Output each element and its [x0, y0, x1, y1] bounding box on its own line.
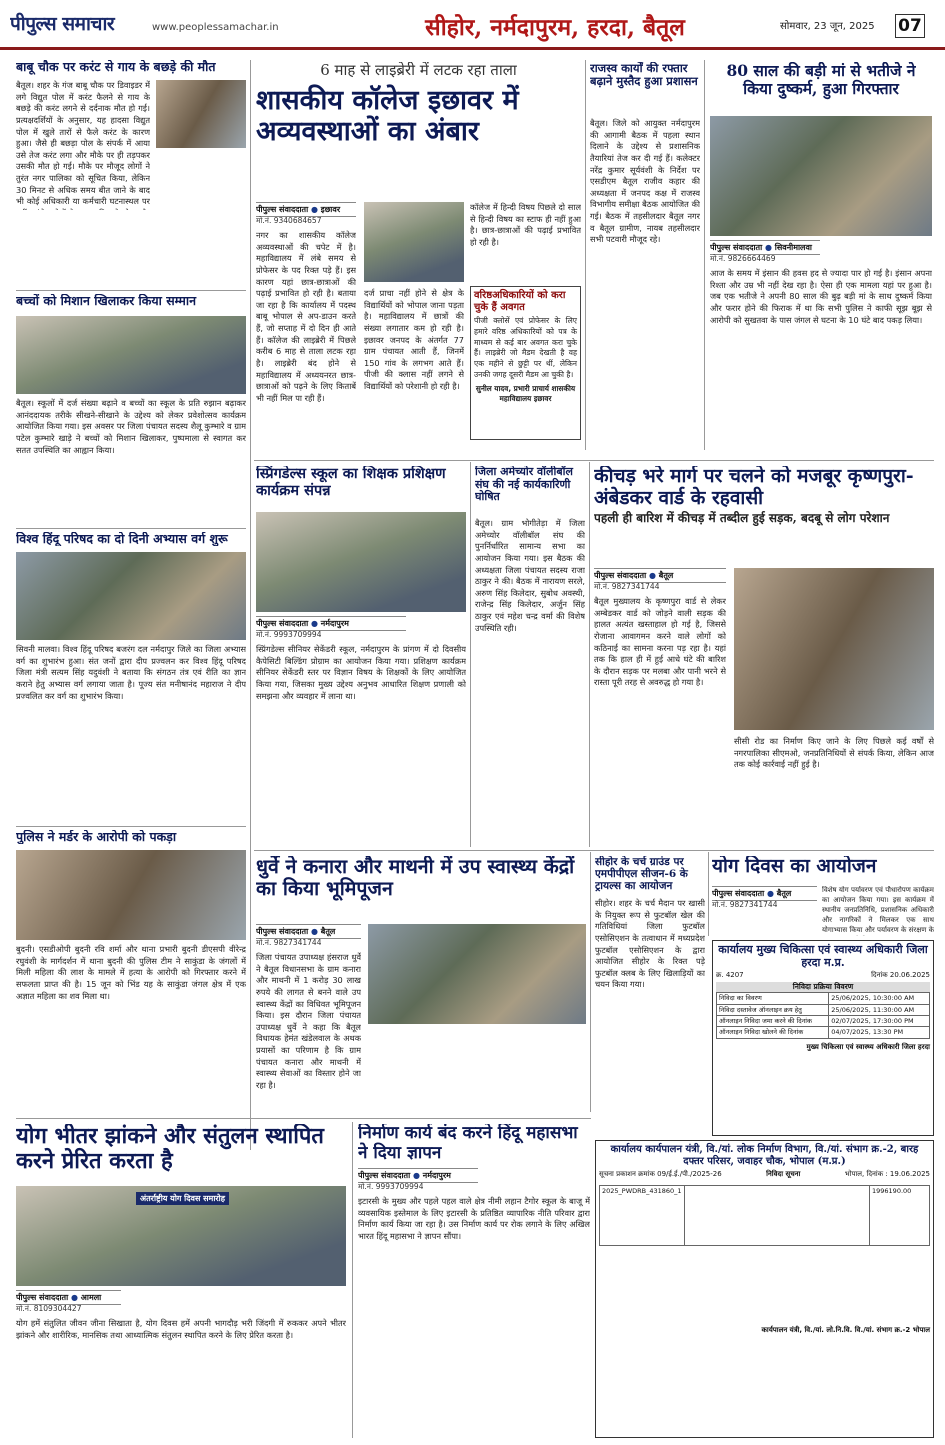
story-headline[interactable]: स्प्रिंगडेल्स स्कूल का शिक्षक प्रशिक्षण कार्यक्रम संपन्न: [256, 466, 446, 499]
notice-title: कार्यालय मुख्य चिकित्सा एवं स्वास्थ्य अधिकारी जिला हरदा म.प्र.: [718, 943, 928, 969]
story-body-continued: [368, 1028, 586, 1104]
website-url[interactable]: www.peoplessamachar.in: [152, 22, 279, 33]
quote-box: [470, 286, 581, 440]
story-body: बैतूल। जिले को आयुक्त नर्मदापुरम की आगामी बैठक में पहला स्थान दिलाने के उद्देश्य से प्रशासनिक तैयारियां तेज कर दी गई हैं। कलेक्टर नरेंद्र कुमार सूर्यवंशी के निर्देश पर एसडीएम बैतूल राजीव कहार की अध्यक्षता में जनपद कक्ष में राजस्व विभागीय समीक्षा बैठक आयोजित की गई। बैठक में तहसीलदार बैतूल नगर व बैतूल ग्रामीण, नायब तहसीलदार सभी पटवारी मौजूद रहे।: [590, 118, 700, 245]
road-photo: [734, 568, 934, 730]
story-headline[interactable]: राजस्व कार्यों की रफ्तार बढ़ाने मुस्तैद हुआ प्रशासन: [590, 62, 698, 89]
college-photo: [364, 202, 464, 282]
notice-signature: मुख्य चिकित्सा एवं स्वास्थ्य अधिकारी जिला हरदा: [806, 1042, 930, 1051]
story-body: कॉलेज में हिन्दी विषय पिछले दो साल से हिन्दी विषय का स्टाफ ही नहीं हुआ है। छात्र-छात्राओं की पढ़ाई प्रभावित हो रही है।: [470, 202, 581, 247]
byline: पीपुल्स संवाददाता ● बैतूल: [256, 924, 361, 939]
story-body: सीहोर। शहर के चर्च मैदान पर खासी के नियुक्त रूप से फुटबॉल खेल की गतिविधियां जिला फुटबॉल एसोसिएशन के तत्वाधान में मध्यप्रदेश फुटबॉल एसोसिएशन के द्वारा आयोजित सीहोर के रिक्त पड़े फुटबॉल क्लब के लिए खिलाड़ियों का चयन किया गया।: [595, 898, 705, 990]
notice-subtitle: निविदा सूचना: [766, 1170, 801, 1178]
masthead: [0, 0, 945, 50]
volleyball-story: [475, 466, 585, 841]
story-headline[interactable]: बाबू चौक पर करंट से गाय के बछड़े की मौत: [16, 60, 216, 74]
road-story: [594, 466, 934, 841]
story-body: बुदनी। एसडीओपी बुदनी रवि शर्मा और थाना प्रभारी बुदनी डीएसपी वीरेन्द्र रघुवंशी के मार्गदर्शन में थाना बुदनी की पुलिस टीम ने साकुंडा के जंगलों में मिली महिला की लाश के मामले में हत्या के आरोपी को गिरफ्तार करने में सफलता प्राप्त की है। 15 जून को भिंड यह के साकुंडा जंगल क्षेत्र में एक अज्ञात महिला का शव मिला था।: [16, 944, 246, 1001]
byline: पीपुल्स संवाददाता ● नर्मदापुरम: [256, 616, 406, 631]
story-headline[interactable]: सीहोर के चर्च ग्राउंड पर एमपीपीएल सीजन-6 के ट्रायल्स का आयोजन: [595, 856, 688, 893]
story-headline[interactable]: निर्माण कार्य बंद करने हिंदू महासभा ने दिया ज्ञापन: [358, 1124, 578, 1163]
lead-story: [256, 62, 581, 442]
quote-body: पीजी क्लोसें एवं प्रोफेसर के लिए हमारे वरिष्ठ अधिकारियों को पत्र के माध्यम से कई बार अवगत करा चुके हैं। लाइब्रेरी जो मैडम देखती है वह एक महीने से छुट्टी पर थीं, लेकिन उनकी जगह दूसरी मैडम आ चुकी है।: [474, 316, 577, 379]
notice-table: निविदा का विवरण 25/06/2025, 10:30:00 AM निविदा दस्तावेज ऑनलाइन क्रय हेतु 25/06/2025, 11:30:00 AM ऑनलाइन निविदा जमा करने की दिनांक 02/07/2025, 17:30:00 PM ऑनलाइन निविदा खोलने की दिनांक 04/07/2025, 13:30 PM: [716, 992, 930, 1039]
story-body: बैतूल। शहर के गंज बाबू चौक पर डिवाइडर में लगे विद्युत पोल में करंट फैलने से गाय के बछड़े की करंट लगने से दर्दनाक मौत हो गई। प्रत्यक्षदर्शियों के अनुसार, यह हादसा विद्युत पोल में खुले तारों से फैले करंट के कारण हुआ। जैसे ही बछड़ा पोल के संपर्क में आया उसे तेज करंट लगा और मौके पर ही तड़पकर उसकी मौत हो गई। मौके पर मौजूद लोगों ने तुरंत नगर पालिका को सूचित किया, लेकिन 30 मिनट से अधिक समय बीत जाने के बाद भी कोई अधिकारी या कर्मचारी घटनास्थल पर: [16, 80, 150, 207]
notice-number: सूचना प्रकाशन क्रमांक 09/ई.ई./पी./2025-26: [599, 1170, 722, 1178]
story-body: स्प्रिंगडेल्स सीनियर सेकेंडरी स्कूल, नर्मदापुरम के प्रांगण में दो दिवसीय कैपेसिटी बिल्डिंग प्रोग्राम का आयोजन किया गया। प्रशिक्षण कार्यक्रम सीनियर सेकेंडरी स्तर पर विज्ञान विषय के शिक्षकों के लिए आयोजित किया गया, जिसका मुख्य उद्देश्य अनुभव आधारित शिक्षण प्रणाली को समझना और व्यवहार में लाना था।: [256, 644, 466, 701]
yoga-banner: अंतर्राष्ट्रीय योग दिवस समारोह: [136, 1192, 229, 1205]
notice-signature: कार्यपालन यंत्री, वि./यां. लो.नि.वि. वि./यां. संभाग क्र.-2 भोपाल: [761, 1326, 930, 1335]
story-body: आज के समय में इंसान की हवस हद से ज्यादा पार हो गई है। इंसान अपना रिश्ता और उम्र भी नहीं देख रहा है। ऐसा ही एक मामला यहां पर हुआ है। जब एक भतीजे ने अपनी 80 साल की बुढ़ बड़ी मां के साथ दुष्कर्म किया और फरार होने की फिराक में था कि सभी पुलिस ने काफी सूझ बूझ से आरोपी को सुखतवा के पास जंगल से घटना के 10 घंटे बाद पकड़ लिया।: [710, 268, 932, 325]
football-story: [595, 856, 705, 1136]
story-headline[interactable]: बच्चों को मिशान खिलाकर किया सम्मान: [16, 294, 197, 308]
reporter-mobile: मो.नं. 9826664469: [710, 254, 776, 263]
yoga-story: [16, 1124, 346, 1440]
story-body: विशेष योग पर्यावरण एवं पौधारोपण कार्यक्रम का आयोजन किया गया। इस कार्यक्रम में स्थानीय जनप्रतिनिधि, प्रशासनिक अधिकारी और नागरिकों ने मिलकर एक साथ योगाभ्यास किया और पर्यावरण के संरक्षण के: [822, 886, 934, 934]
photo-caption: सीसी रोड का निर्माण किए जाने के लिए पिछले कई वर्षों से नगरपालिका सीएमओ, जनप्रतिनिधियों से संपर्क किया, लेकिन आज तक कोई कार्रवाई नहीं हुई है।: [734, 736, 934, 770]
story-headline[interactable]: पुलिस ने मर्डर के आरोपी को पकड़ा: [16, 830, 177, 844]
reporter-mobile: मो.नं. 9993709994: [256, 630, 322, 639]
story-body: सिवनी मालवा। विश्व हिंदू परिषद बजरंग दल नर्मदापुर जिले का जिला अभ्यास वर्ग का शुभारंभ हुआ। संत जनों द्वारा दीप प्रज्वलन कर विश्व हिंदू परिषद जिला मंत्री सत्यम सिंह यदुवंशी ने बताया कि संगठन तंत्र एवं रीति का ज्ञान कराने हेतु अभ्यास वर्ग लगाया जाता है। पूज्य संत मनीषानंद महाराज ने दीप प्रज्वलित कर वर्ग का शुभारंभ किया।: [16, 644, 246, 701]
story-body: जिला पंचायत उपाध्यक्ष हंसराज धुर्वे ने बैतूल विधानसभा के ग्राम कनारा और माथनी में 1 करोड़ 30 लाख रुपये की लागत से बनने वाले उप स्वास्थ्य केंद्रों का विधिवत भूमिपूजन किया। इस दौरान जिला पंचायत उपाध्यक्ष धुर्वे ने कहा कि बैतूल विधायक हेमंत खंडेलवाल के अथक प्रयासों का परिणाम है कि ग्राम पंचायत कनारा और माथनी में स्वास्थ्य सेवाओं का विस्तार होने जा रहा है।: [256, 952, 361, 1091]
story-headline[interactable]: 80 साल की बड़ी मां से भतीजे ने किया दुष्कर्म, हुआ गिरफ्तार: [726, 62, 916, 98]
story-headline[interactable]: जिला अमेच्योर वॉलीबॉल संघ की नई कार्यकारिणी घोषित: [475, 466, 573, 504]
notice-number: क्र. 4207: [716, 971, 744, 980]
story-body-continued: [156, 152, 246, 210]
reporter-mobile: मो.नं. 9340684657: [256, 216, 322, 225]
quote-headline: वरिष्ठअधिकारियों को करा चुके हैं अवगत: [474, 290, 566, 313]
quote-signature: सुनील यादव, प्रभारी प्राचार्य शासकीय महाविद्यालय इछावर: [475, 383, 576, 404]
story-body: बैतूल मुख्यालय के कृष्णपुरा वार्ड से लेकर अम्बेडकर वार्ड को जोड़ने वाली सड़क की हालत अत्यंत खस्ताहाल हो गई है, जिससे रोजाना आवागमन करने वाले लोगों को कठिनाई का सामना करना पड़ रहा है। यहां तक कि हाल ही में हुई आधे घंटे की बारिश के दौरान सड़क पर मलबा और पानी भरने से रास्ता पूरी तरह से अवरुद्ध हो गया है।: [594, 596, 726, 688]
story-photo: [256, 512, 466, 612]
story-body: बैतूल। स्कूलों में दर्ज संख्या बढ़ाने व बच्चों का स्कूल के प्रति रुझान बढ़ाकर आनंददायक तरीके सीखने-सीखाने के उद्देश्य को लेकर प्रवेशोत्सव कार्यक्रम आयोजित किया गया। इस अवसर पर जिला पंचायत सदस्य शैलू कुम्भारे व ग्राम पटेल कुम्भारे खाड़े ने बच्चों को मिशान खिलाकर, पुष्पमाला से स्वागत कर सतत उपस्थिति का आह्वान किया।: [16, 398, 246, 455]
story-kicker: 6 माह से लाइब्रेरी में लटक रहा ताला: [320, 62, 517, 79]
notice-title: कार्यालय कार्यपालन यंत्री, वि./यां. लोक निर्माण विभाग, वि./यां. संभाग क्र.-2, बारह दफ्तर परिसर, जवाहर चौक, भोपाल (म.प्र.): [610, 1144, 919, 1167]
pwd-tender-notice: [595, 1140, 934, 1438]
byline: पीपुल्स संवाददाता ● बैतूल: [594, 568, 726, 583]
reporter-mobile: मो.नं. 9827341744: [256, 938, 322, 947]
story-headline[interactable]: धुर्वे ने कनारा और माथनी में उप स्वास्थ्य केंद्रों का किया भूमिपूजन: [256, 856, 575, 901]
byline: पीपुल्स संवाददाता ● इछावर: [256, 202, 356, 217]
notice-date: भोपाल, दिनांक : 19.06.2025: [844, 1170, 930, 1178]
story-headline[interactable]: विश्व हिंदू परिषद का दो दिनी अभ्यास वर्ग शुरू: [16, 532, 228, 546]
mahasabha-story: [358, 1124, 590, 1440]
story-photo: [156, 80, 246, 148]
story-subhead: पहली ही बारिश में कीचड़ में तब्दील हुई सड़क, बदबू से लोग परेशान: [594, 510, 890, 525]
notice-date: दिनांक 20.06.2025: [871, 971, 930, 980]
story-body: बैतूल। ग्राम भोगीतेड़ा में जिला अमेच्योर वॉलीबॉल संघ की पुनर्निर्धारित सामान्य सभा का आयोजन किया गया। इस बैठक की अध्यक्षता जिला पंचायत सदस्य राजा ठाकुर ने की। बैठक में नारायण सरले, अरुण सिंह किलेदार, सुबोध अवस्थी, राजेन्द्र सिंह किलेदार, अर्जुन सिंह ठाकुर एवं महेश चन्द्र वर्मा की विशेष उपस्थिति रही।: [475, 518, 585, 633]
revenue-story: [590, 62, 700, 442]
story-headline[interactable]: कीचड़ भरे मार्ग पर चलने को मजबूर कृष्णपुरा-अंबेडकर वार्ड के रहवासी: [594, 466, 914, 509]
yoga-photo: [16, 1186, 346, 1286]
byline: पीपुल्स संवाददाता ● नर्मदापुरम: [358, 1168, 478, 1183]
logo-tagline: [32, 10, 80, 11]
notice-table: 2025_PWDRB_431860_1 1996190.00: [599, 1185, 930, 1246]
page-number: 07: [895, 14, 925, 38]
section-title: सीहोर, नर्मदापुरम, हरदा, बैतूल: [425, 14, 685, 41]
logo: [10, 10, 150, 40]
story-headline[interactable]: शासकीय कॉलेज इछावर में अव्यवस्थाओं का अंबार: [256, 85, 519, 148]
edition-date: सोमवार, 23 जून, 2025: [780, 21, 875, 32]
crime-story: [710, 62, 932, 442]
reporter-mobile: मो.नं. 9827341744: [712, 900, 778, 909]
story-photo: [16, 850, 246, 940]
story-photo: [16, 316, 246, 394]
story-headline[interactable]: योग भीतर झांकने और संतुलन स्थापित करने प्रेरित करता है: [16, 1124, 324, 1175]
logo-text: पीपुल्स समाचार: [10, 13, 115, 35]
reporter-mobile: मो.नं. 9993709994: [358, 1182, 424, 1191]
byline: पीपुल्स संवाददाता ● आमला: [16, 1290, 121, 1305]
school-story: [256, 466, 466, 841]
yoga-day-story: [712, 856, 934, 936]
notice-column-header: निविदा प्रक्रिया विवरण: [716, 982, 930, 992]
story-photo: [710, 116, 932, 236]
left-column: [16, 60, 246, 1142]
story-body: दर्ज प्राचा नहीं होने से क्षेत्र के विद्यार्थियों को भोपाल जाना पड़ता है। महाविद्यालय में छात्रों की संख्या लगातार कम हो रही है। इछावर जनपद के अंतर्गत 77 ग्राम पंचायत आती हैं, जिनमें 150 गांव के लगभग आते हैं। पीजी की क्लास नहीं लगने से विद्यार्थियों को परेशानी हो रही है।: [364, 288, 464, 392]
story-body: नगर का शासकीय कॉलेज अव्यवस्थाओं की चपेट में है। महाविद्यालय में लंबे समय से प्रोफेसर के पद रिक्त पड़े हैं। इस कारण यहां छात्र-छात्राओं की पढ़ाई प्रभावित हो रही है। बताया जा रहा है कि कार्यालय में पदस्थ बाबू भोपाल से अप-डाउन करते हैं, जो सप्ताह में दो दिन ही आते हैं। कॉलेज की लाइब्रेरी में पिछले करीब 6 माह से ताला लटक रहा है। लाइब्रेरी बंद होने से महाविद्यालय में अध्ययनरत छात्र-छात्राओं को पढ़ने के लिए किताबें भी नहीं मिल पा रही हैं।: [256, 230, 356, 403]
health-tender-notice: [712, 940, 934, 1136]
story-headline[interactable]: योग दिवस का आयोजन: [712, 856, 877, 877]
reporter-mobile: मो.नं. 9827341744: [594, 582, 660, 591]
byline: पीपुल्स संवाददाता ● बैतूल: [712, 886, 817, 901]
health-story: [256, 856, 586, 1106]
story-photo: [16, 552, 246, 640]
reporter-mobile: मो.नं. 8109304427: [16, 1304, 82, 1313]
story-body: योग हमें संतुलित जीवन जीना सिखाता है, योग दिवस हमें अपनी भागदौड़ भरी जिंदगी में रुककर अपने भीतर झांकने और शारीरिक, मानसिक तथा आध्यात्मिक संतुलन स्थापित करने के लिए प्रेरित करता है।: [16, 1318, 346, 1340]
story-body: इटारसी के मुख्य और पहले पहल वाले क्षेत्र नीमी लहान टैगोर स्कूल के बाजू में व्यवसायिक इस्तेमाल के लिए इटारसी के प्रतिष्ठित व्यापारिक नीति परिवार द्वारा निर्माण कार्य किया जा रहा है। उस निर्माण कार्य पर रोक लगाने के लिए अखिल भारत हिंदू महासभा ने ज्ञापन सौंपा।: [358, 1196, 590, 1241]
byline: पीपुल्स संवाददाता ● सिवनीमालवा: [710, 240, 820, 255]
story-photo: [368, 924, 586, 1024]
